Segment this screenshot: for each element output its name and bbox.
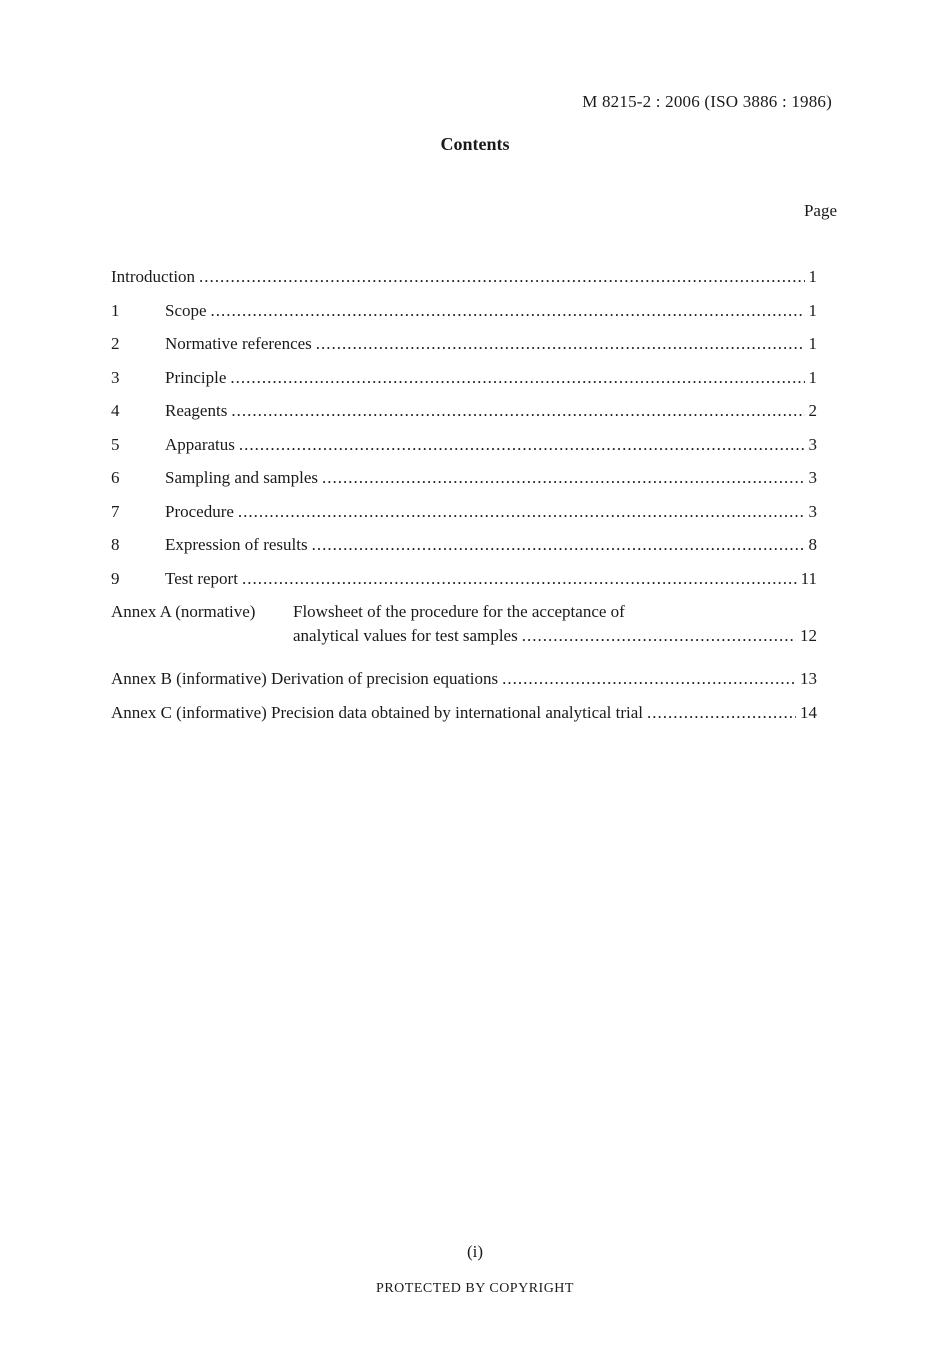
annex-a-title-line2: analytical values for test samples	[293, 626, 518, 645]
toc-entry-annex-b[interactable]	[111, 669, 817, 703]
toc-entry-title: Reagents	[165, 401, 228, 420]
toc-entry-section[interactable]	[111, 368, 817, 402]
toc-entry-section[interactable]	[111, 502, 817, 536]
dot-leader	[199, 267, 804, 287]
dot-leader	[316, 334, 805, 354]
toc-entry-page: 3	[808, 501, 817, 521]
toc-entry-section[interactable]	[111, 535, 817, 569]
dot-leader	[322, 468, 805, 488]
toc-entry-page: 2	[808, 401, 817, 420]
toc-entry-number: 5	[111, 434, 120, 454]
toc-entry-number: 3	[111, 367, 120, 387]
toc-entry-title: Introduction	[111, 267, 196, 286]
toc-entry-title: Sampling and samples	[165, 468, 318, 487]
dot-leader	[239, 435, 805, 455]
page-number: (i)	[466, 1242, 484, 1261]
toc-entry-title: Apparatus	[165, 434, 235, 454]
toc-entry-introduction[interactable]	[111, 267, 817, 301]
annex-a-label: Annex A (normative)	[111, 602, 256, 621]
toc-entry-number: 9	[111, 568, 120, 588]
toc-entry-title: Annex B (informative) Derivation of precision equations	[111, 669, 499, 688]
dot-leader	[647, 703, 796, 723]
toc-entry-title: Principle	[165, 367, 227, 387]
toc-entry-page: 12	[800, 626, 817, 645]
toc-entry-title: Normative references	[165, 334, 312, 353]
toc-entry-annex-c[interactable]	[111, 703, 817, 737]
dot-leader	[230, 368, 804, 388]
toc-entry-page: 13	[800, 669, 817, 688]
toc-entry-title: Expression of results	[165, 535, 308, 554]
dot-leader	[502, 669, 796, 689]
toc-entry-annex-a[interactable]	[111, 602, 817, 669]
toc-entry-page: 3	[808, 468, 817, 487]
toc-entry-page: 1	[808, 334, 817, 353]
dot-leader	[231, 401, 804, 421]
dot-leader	[242, 569, 797, 589]
toc-entry-number: 2	[111, 334, 120, 353]
copyright-notice: PROTECTED BY COPYRIGHT	[376, 1281, 574, 1296]
toc-entry-title: Annex C (informative) Precision data obtained by international analytical trial	[111, 702, 644, 722]
toc-entry-title: Test report	[165, 568, 238, 588]
toc-entry-title: Scope	[165, 300, 207, 320]
toc-entry-section[interactable]	[111, 334, 817, 368]
toc-entry-number: 6	[111, 468, 120, 487]
toc-entry-page: 14	[800, 702, 817, 722]
toc-entry-number: 8	[111, 535, 120, 554]
toc-entry-number: 7	[111, 501, 120, 521]
dot-leader	[312, 535, 805, 555]
dot-leader	[211, 301, 805, 321]
toc-entry-section[interactable]	[111, 569, 817, 603]
dot-leader	[522, 626, 796, 646]
toc-entry-section[interactable]	[111, 435, 817, 469]
annex-a-title-line1: Flowsheet of the procedure for the acceptance of	[293, 602, 625, 621]
toc-entry-page: 1	[808, 267, 817, 286]
table-of-contents	[111, 267, 817, 736]
toc-entry-section[interactable]	[111, 468, 817, 502]
toc-entry-page: 1	[808, 367, 817, 387]
toc-entry-page: 3	[808, 434, 817, 454]
standard-identifier: M 8215-2 : 2006 (ISO 3886 : 1986)	[582, 92, 832, 111]
page-column-label: Page	[803, 201, 837, 220]
toc-entry-page: 11	[800, 568, 817, 588]
toc-entry-number: 1	[111, 300, 120, 320]
toc-entry-title: Procedure	[165, 501, 234, 521]
toc-entry-page: 1	[808, 300, 817, 320]
page-title: Contents	[440, 134, 510, 154]
toc-entry-page: 8	[808, 535, 817, 554]
dot-leader	[238, 502, 805, 522]
toc-entry-section[interactable]	[111, 301, 817, 335]
toc-entry-number: 4	[111, 401, 120, 420]
toc-entry-section[interactable]	[111, 401, 817, 435]
